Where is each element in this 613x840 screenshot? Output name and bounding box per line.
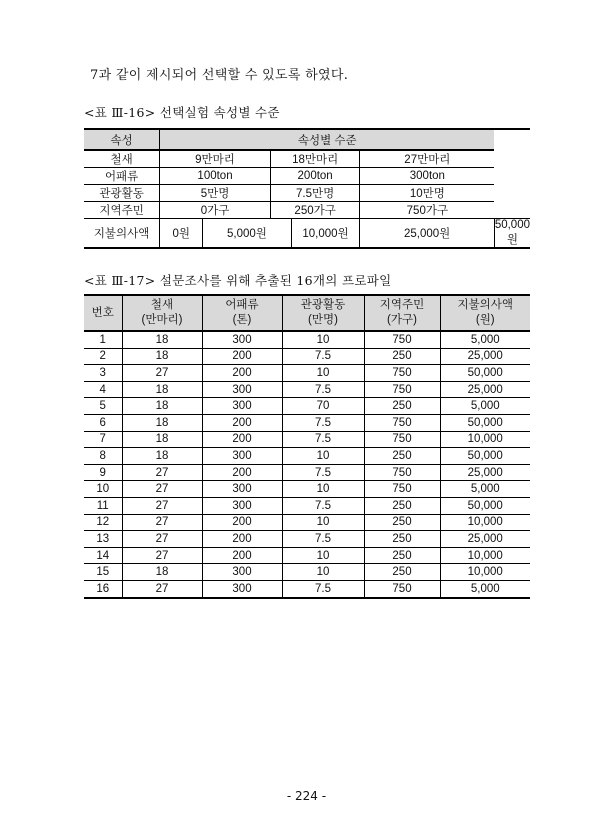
profiles-table bbox=[84, 294, 530, 599]
table-cell: 300 bbox=[202, 398, 282, 415]
header-levels: 속성별 수준 bbox=[160, 129, 495, 150]
table-row bbox=[84, 497, 530, 514]
table-cell: 10 bbox=[282, 448, 364, 465]
table-cell: 750 bbox=[364, 381, 440, 398]
table-cell: 7.5 bbox=[282, 381, 364, 398]
attribute-label: 지역주민 bbox=[84, 202, 160, 219]
table-row bbox=[84, 580, 530, 597]
attribute-label: 지불의사액 bbox=[84, 219, 160, 249]
table-cell: 250 bbox=[364, 514, 440, 531]
level-cell: 250가구 bbox=[270, 202, 360, 219]
table-row bbox=[84, 365, 530, 382]
level-cell: 18만마리 bbox=[270, 150, 360, 168]
table-row bbox=[84, 431, 530, 448]
table-cell: 10,000 bbox=[440, 514, 530, 531]
table-cell: 5,000 bbox=[440, 331, 530, 348]
table-cell: 25,000 bbox=[440, 531, 530, 548]
table-cell: 6 bbox=[84, 414, 122, 431]
attribute-label: 어패류 bbox=[84, 168, 160, 185]
level-cell: 27만마리 bbox=[360, 150, 494, 168]
table-cell: 18 bbox=[122, 431, 202, 448]
attribute-levels-table bbox=[84, 128, 530, 249]
table-cell: 250 bbox=[364, 398, 440, 415]
table-cell: 18 bbox=[122, 381, 202, 398]
level-cell: 5만명 bbox=[160, 185, 271, 202]
table-header-row bbox=[84, 295, 530, 331]
table-cell: 300 bbox=[202, 381, 282, 398]
table1-caption: <표 Ⅲ-16> 선택실험 속성별 수준 bbox=[84, 105, 280, 120]
table-cell: 250 bbox=[364, 531, 440, 548]
table-cell: 7.5 bbox=[282, 348, 364, 365]
table-cell: 27 bbox=[122, 531, 202, 548]
table-cell: 18 bbox=[122, 348, 202, 365]
table-cell: 200 bbox=[202, 365, 282, 382]
intro-text: 7과 같이 제시되어 선택할 수 있도록 하였다. bbox=[90, 68, 349, 83]
table-cell: 25,000 bbox=[440, 381, 530, 398]
column-header-unit: (만마리) bbox=[141, 314, 183, 326]
table-cell: 50,000 bbox=[440, 497, 530, 514]
table-cell: 250 bbox=[364, 348, 440, 365]
table-cell: 200 bbox=[202, 464, 282, 481]
level-cell: 10,000원 bbox=[291, 219, 360, 249]
level-cell: 7.5만명 bbox=[270, 185, 360, 202]
level-cell: 750가구 bbox=[360, 202, 494, 219]
table-cell: 15 bbox=[84, 564, 122, 581]
table-cell: 10 bbox=[282, 365, 364, 382]
table-cell: 750 bbox=[364, 580, 440, 597]
table-cell: 10,000 bbox=[440, 564, 530, 581]
level-cell: 300ton bbox=[360, 168, 494, 185]
table-cell: 7.5 bbox=[282, 431, 364, 448]
table-cell: 27 bbox=[122, 580, 202, 597]
table-cell: 300 bbox=[202, 448, 282, 465]
table-cell: 200 bbox=[202, 414, 282, 431]
table-row bbox=[84, 547, 530, 564]
table-cell: 18 bbox=[122, 398, 202, 415]
table-cell: 200 bbox=[202, 348, 282, 365]
table-row bbox=[84, 564, 530, 581]
table-row bbox=[84, 348, 530, 365]
table-cell: 50,000 bbox=[440, 365, 530, 382]
table-cell: 10,000 bbox=[440, 431, 530, 448]
table-cell: 27 bbox=[122, 547, 202, 564]
table-cell: 300 bbox=[202, 580, 282, 597]
table-cell: 14 bbox=[84, 547, 122, 564]
column-header-label: 어패류 bbox=[225, 299, 259, 311]
table-header-row bbox=[84, 129, 530, 150]
table-row bbox=[84, 414, 530, 431]
table-cell: 300 bbox=[202, 481, 282, 498]
table-row bbox=[84, 381, 530, 398]
level-cell: 0원 bbox=[160, 219, 203, 249]
table-cell: 10,000 bbox=[440, 547, 530, 564]
table-cell: 27 bbox=[122, 514, 202, 531]
table-cell: 10 bbox=[282, 547, 364, 564]
table-cell: 1 bbox=[84, 331, 122, 348]
table-row bbox=[84, 514, 530, 531]
table2-caption: <표 Ⅲ-17> 설문조사를 위해 추출된 16개의 프로파일 bbox=[84, 273, 392, 288]
level-cell: 9만마리 bbox=[160, 150, 271, 168]
table-cell: 5,000 bbox=[440, 481, 530, 498]
level-cell: 0가구 bbox=[160, 202, 271, 219]
table-cell: 25,000 bbox=[440, 464, 530, 481]
table-cell: 10 bbox=[282, 514, 364, 531]
table-cell: 2 bbox=[84, 348, 122, 365]
table-cell: 750 bbox=[364, 414, 440, 431]
column-header-unit: (톤) bbox=[232, 314, 252, 326]
table-cell: 25,000 bbox=[440, 348, 530, 365]
table-cell: 7.5 bbox=[282, 531, 364, 548]
table-cell: 8 bbox=[84, 448, 122, 465]
column-header bbox=[440, 295, 530, 331]
table-cell: 3 bbox=[84, 365, 122, 382]
table-row bbox=[84, 481, 530, 498]
table-cell: 27 bbox=[122, 481, 202, 498]
table-cell: 200 bbox=[202, 514, 282, 531]
table-cell: 300 bbox=[202, 564, 282, 581]
table-cell: 50,000 bbox=[440, 448, 530, 465]
table-cell: 200 bbox=[202, 531, 282, 548]
table-cell: 250 bbox=[364, 497, 440, 514]
table-cell: 10 bbox=[282, 481, 364, 498]
column-header bbox=[84, 295, 122, 331]
table-cell: 16 bbox=[84, 580, 122, 597]
column-header-label: 지불의사액 bbox=[457, 299, 514, 311]
table-cell: 7.5 bbox=[282, 580, 364, 597]
table-cell: 13 bbox=[84, 531, 122, 548]
table-cell: 250 bbox=[364, 564, 440, 581]
table-cell: 11 bbox=[84, 497, 122, 514]
table-cell: 5,000 bbox=[440, 580, 530, 597]
table-row bbox=[84, 168, 530, 185]
attribute-label: 철새 bbox=[84, 150, 160, 168]
table-cell: 18 bbox=[122, 414, 202, 431]
table-row bbox=[84, 202, 530, 219]
table-cell: 50,000 bbox=[440, 414, 530, 431]
table-cell: 10 bbox=[282, 331, 364, 348]
column-header bbox=[364, 295, 440, 331]
table-cell: 750 bbox=[364, 365, 440, 382]
table-cell: 9 bbox=[84, 464, 122, 481]
table-cell: 750 bbox=[364, 331, 440, 348]
table-cell: 300 bbox=[202, 331, 282, 348]
table-row bbox=[84, 464, 530, 481]
column-header-label: 철새 bbox=[150, 299, 174, 311]
level-cell: 200ton bbox=[270, 168, 360, 185]
table-cell: 18 bbox=[122, 448, 202, 465]
table-cell: 5,000 bbox=[440, 398, 530, 415]
column-header-label: 번호 bbox=[91, 306, 114, 319]
header-attribute: 속성 bbox=[84, 129, 160, 150]
table-cell: 7 bbox=[84, 431, 122, 448]
column-header-label: 관광활동 bbox=[300, 299, 346, 311]
table-cell: 250 bbox=[364, 547, 440, 564]
table-cell: 10 bbox=[84, 481, 122, 498]
table-cell: 70 bbox=[282, 398, 364, 415]
table-cell: 5 bbox=[84, 398, 122, 415]
column-header-unit: (가구) bbox=[387, 314, 417, 326]
page-number: - 224 - bbox=[286, 789, 327, 803]
column-header bbox=[202, 295, 282, 331]
column-header-label: 지역주민 bbox=[379, 299, 425, 311]
column-header bbox=[122, 295, 202, 331]
level-cell: 25,000원 bbox=[360, 219, 494, 249]
table-cell: 250 bbox=[364, 448, 440, 465]
table-cell: 7.5 bbox=[282, 414, 364, 431]
table-cell: 750 bbox=[364, 431, 440, 448]
table-cell: 750 bbox=[364, 481, 440, 498]
table-cell: 200 bbox=[202, 431, 282, 448]
table-row bbox=[84, 150, 530, 168]
table-cell: 12 bbox=[84, 514, 122, 531]
table-cell: 18 bbox=[122, 564, 202, 581]
attribute-label: 관광활동 bbox=[84, 185, 160, 202]
table-row bbox=[84, 398, 530, 415]
level-cell: 10만명 bbox=[360, 185, 494, 202]
table-cell: 750 bbox=[364, 464, 440, 481]
column-header-unit: (만명) bbox=[308, 314, 338, 326]
table-cell: 10 bbox=[282, 564, 364, 581]
level-cell: 100ton bbox=[160, 168, 271, 185]
table-row bbox=[84, 531, 530, 548]
column-header bbox=[282, 295, 364, 331]
table-cell: 200 bbox=[202, 547, 282, 564]
table-row bbox=[84, 448, 530, 465]
table-cell: 4 bbox=[84, 381, 122, 398]
table-cell: 7.5 bbox=[282, 464, 364, 481]
table-cell: 18 bbox=[122, 331, 202, 348]
table-row bbox=[84, 331, 530, 348]
table-cell: 7.5 bbox=[282, 497, 364, 514]
table-cell: 27 bbox=[122, 464, 202, 481]
table-cell: 27 bbox=[122, 497, 202, 514]
level-cell: 50,000원 bbox=[494, 219, 530, 246]
table-cell: 27 bbox=[122, 365, 202, 382]
table-row bbox=[84, 185, 530, 202]
level-cell: 5,000원 bbox=[203, 219, 291, 249]
column-header-unit: (원) bbox=[475, 314, 495, 326]
table-row bbox=[84, 219, 530, 249]
table-cell: 300 bbox=[202, 497, 282, 514]
